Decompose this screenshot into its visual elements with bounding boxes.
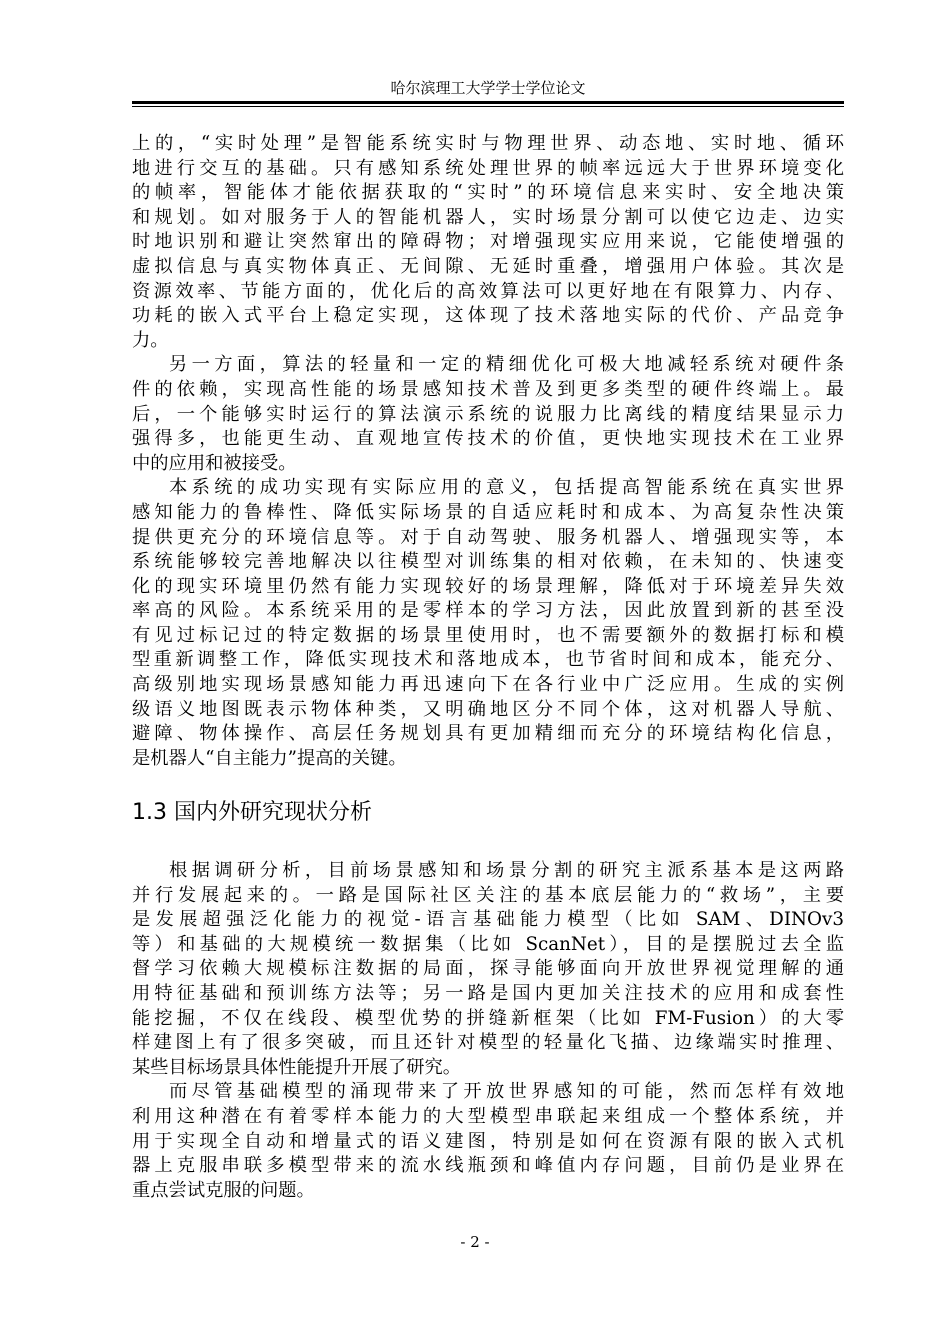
text-line: 等）和基础的大规模统一数据集（比如 ScanNet），目的是摆脱过去全监 <box>132 933 844 955</box>
text-line: 上的，“实时处理”是智能系统实时与物理世界、动态地、实时地、循环 <box>132 133 844 154</box>
text-line: 高级别地实现场景感知能力再迅速向下在各行业中广泛应用。生成的实例 <box>132 674 844 696</box>
text-line: 样建图上有了很多突破，而且还针对模型的轻量化飞描、边缘端实时推理、 <box>132 1032 844 1054</box>
text-line: 用于实现全自动和增量式的语义建图，特别是如何在资源有限的嵌入式机 <box>132 1130 844 1152</box>
text-line: 资源效率、节能方面的，优化后的高效算法可以更好地在有限算力、内存、 <box>132 280 844 302</box>
text-line: 用特征基础和预训练方法等；另一路是国内更加关注技术的应用和成套性 <box>132 982 844 1004</box>
text-line: 功耗的嵌入式平台上稳定实现，这体现了技术落地实际的代价、产品竞争 <box>132 305 844 327</box>
text-line: 件的依赖，实现高性能的场景感知技术普及到更多类型的硬件终端上。最 <box>132 378 844 400</box>
text-line: 另一方面，算法的轻量和一定的精细优化可极大地减轻系统对硬件条 <box>169 354 844 376</box>
running-header: 哈尔滨理工大学学士学位论文 <box>390 79 586 97</box>
text-line: 某些目标场景具体性能提升开展了研究。 <box>132 1056 462 1078</box>
text-line: 能挖掘，不仅在线段、模型优势的拼缝新框架（比如 FM-Fusion）的大零 <box>132 1007 844 1029</box>
text-line: 后，一个能够实时运行的算法演示系统的说服力比离线的精度结果显示力 <box>132 403 844 425</box>
text-line: 中的应用和被接受。 <box>132 452 297 474</box>
text-line: 级语义地图既表示物体种类，又明确地区分不同个体，这对机器人导航、 <box>132 698 844 720</box>
text-line: 是发展超强泛化能力的视觉-语言基础能力模型（比如 SAM、DINOv3 <box>132 909 844 931</box>
text-line: 而尽管基础模型的涌现带来了开放世界感知的可能，然而怎样有效地 <box>169 1081 844 1103</box>
text-line: 虚拟信息与真实物体真正、无间隙、无延时重叠，增强用户体验。其次是 <box>132 255 844 277</box>
text-line: 重点尝试克服的问题。 <box>132 1179 315 1201</box>
header-rule <box>132 101 844 107</box>
text-line: 强得多，也能更生动、直观地宣传技术的价值，更快地实现技术在工业界 <box>132 428 844 450</box>
text-line: 避障、物体操作、高层任务规划具有更加精细而充分的环境结构化信息， <box>132 723 844 745</box>
text-line: 本系统的成功实现有实际应用的意义，包括提高智能系统在真实世界 <box>169 477 844 499</box>
body-section-a <box>132 132 844 771</box>
body-section-b <box>132 859 844 1203</box>
text-line: 根据调研分析，目前场景感知和场景分割的研究主派系基本是这两路 <box>169 860 844 881</box>
text-line: 时地识别和避让突然窜出的障碍物；对增强现实应用来说，它能使增强的 <box>132 231 844 253</box>
text-line: 器上克服串联多模型带来的流水线瓶颈和峰值内存问题，目前仍是业界在 <box>132 1155 844 1177</box>
text-line: 督学习依赖大规模标注数据的局面，探寻能够面向开放世界视觉理解的通 <box>132 958 844 980</box>
text-line: 率高的风险。本系统采用的是零样本的学习方法，因此放置到新的甚至没 <box>132 600 844 622</box>
text-line: 利用这种潜在有着零样本能力的大型模型串联起来组成一个整体系统，并 <box>132 1105 844 1127</box>
text-line: 是机器人“自主能力”提高的关键。 <box>132 747 407 769</box>
text-line: 感知能力的鲁棒性、降低实际场景的自适应耗时和成本、为高复杂性决策 <box>132 501 844 523</box>
text-line: 和规划。如对服务于人的智能机器人，实时场景分割可以使它边走、边实 <box>132 206 844 228</box>
text-line: 有见过标记过的特定数据的场景里使用时，也不需要额外的数据打标和模 <box>132 624 844 646</box>
text-line: 提供更充分的环境信息等。对于自动驾驶、服务机器人、增强现实等，本 <box>132 526 844 548</box>
text-line: 力。 <box>132 329 169 351</box>
text-line: 化的现实环境里仍然有能力实现较好的场景理解，降低对于环境差异失效 <box>132 575 844 597</box>
text-line: 并行发展起来的。一路是国际社区关注的基本底层能力的“救场”，主要 <box>132 884 844 906</box>
text-line: 的帧率，智能体才能依据获取的“实时”的环境信息来实时、安全地决策 <box>132 182 844 204</box>
text-line: 型重新调整工作，降低实现技术和落地成本，也节省时间和成本，能充分、 <box>132 649 844 671</box>
text-line: 地进行交互的基础。只有感知系统处理世界的帧率远远大于世界环境变化 <box>132 157 844 179</box>
section-heading: 1.3 国内外研究现状分析 <box>132 800 372 825</box>
page-number: - 2 - <box>460 1233 490 1251</box>
text-line: 系统能够较完善地解决以往模型对训练集的相对依赖，在未知的、快速变 <box>132 551 844 573</box>
